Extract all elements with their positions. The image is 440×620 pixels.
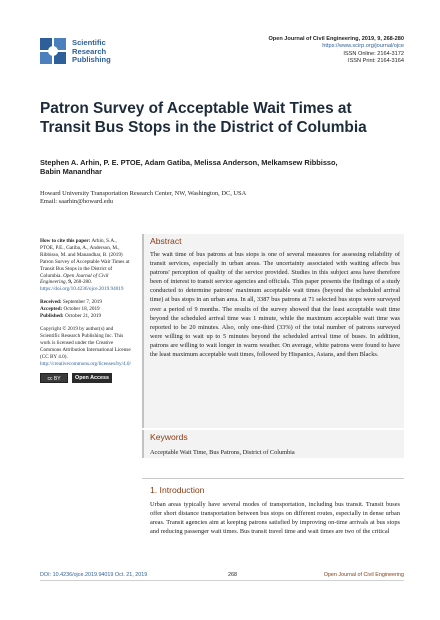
license-link[interactable]: http://creativecommons.org/licenses/by/4.0/ — [40, 360, 131, 367]
journal-url-link[interactable]: https://www.scirp.org/journal/ojce — [322, 43, 404, 50]
introduction-heading: 1. Introduction — [150, 485, 205, 495]
email-link[interactable]: Email: saarhin@howard.edu — [40, 198, 113, 206]
open-access-badge[interactable]: Open Access — [72, 373, 112, 383]
keywords-text: Acceptable Wait Time, Bus Patrons, District of Columbia — [150, 449, 295, 456]
footer-doi-link[interactable]: DOI: 10.4236/ojce.2019.94019 Oct. 21, 2019 — [40, 572, 148, 578]
doi-link[interactable]: https://doi.org/10.4236/ojce.2019.94019 — [40, 286, 124, 293]
section-divider — [142, 478, 404, 479]
abstract-heading: Abstract — [150, 236, 182, 246]
scirp-logo-icon — [40, 38, 66, 64]
copyright-block: Copyright © 2019 by author(s) and Scientific Research Publishing Inc. This work is licensed under the Creative Commons Attribution International License (CC BY 4.0). http://creativecommons.org/licenses/by/4.0/ — [40, 325, 131, 367]
article-info-sidebar — [40, 238, 132, 383]
affiliation: Howard University Transportation Research Center, NW, Washington, DC, USA — [40, 190, 247, 197]
cc-by-badge[interactable]: cc BY — [40, 373, 68, 383]
page-header — [0, 0, 440, 84]
footer-journal-name: Open Journal of Civil Engineering — [323, 572, 404, 578]
footer-divider — [40, 580, 404, 581]
dates-block: Received: September 7, 2019 Accepted: October 18, 2019 Published: October 21, 2019 — [40, 299, 102, 320]
publisher-logo[interactable] — [40, 38, 180, 64]
journal-citation: Open Journal of Civil Engineering, 2019, 9, 268-280 — [268, 36, 404, 42]
citation-block: How to cite this paper: Arhin, S.A., PTOE, P.E., Gatiba, A., Anderson, M., Ribbisso, M. and Manandhar, B. (2019) Patron Survey of Acceptable Wait Times at Transit Bus Stops in the District of Columbia. Open Journal of Civil Engineering, 9, 268-280. https://doi.org/10.4236/ojce.2019.94019 — [40, 238, 130, 293]
issn-online: ISSN Online: 2164-3172 — [343, 50, 404, 57]
author-list: Stephen A. Arhin, P. E. PTOE, Adam Gatiba, Melissa Anderson, Melkamsew Ribbisso, Babin Manandhar — [40, 158, 338, 177]
issn-print: ISSN Print: 2164-3164 — [348, 58, 404, 65]
paper-title: Patron Survey of Acceptable Wait Times at Transit Bus Stops in the District of Columbia — [40, 100, 367, 136]
abstract-text: The wait time of bus patrons at bus stops is one of several measures for assessing reliability of transit services, especially in urban areas. The uncertainty associated with waiting affects bus patrons' perception of quality of the service provided. Studies in this subject area have therefore been of interest to transit service agencies and officials. This paper presents the findings of a study conducted to determine patrons' maximum acceptable wait times (beyond the scheduled arrival time) at bus stops in an urban area. In all, 3387 bus patrons at 71 selected bus stops were surveyed over a period of 9 months. The results of the survey showed that the least acceptable wait time beyond the scheduled arrival time was 1 minute, while the maximum acceptable wait time was reported to be 20 minutes. Also, only one-third (33%) of the total number of patrons surveyed were willing to wait up to 5 minutes beyond the scheduled arrival time of buses. In addition, patrons are willing to wait longer in warm weather. On average, white patrons were found to have the least maximum acceptable wait times, followed by Hispanics, Asians, and then Blacks. — [150, 251, 400, 359]
publisher-name: Scientific Research Publishing — [72, 38, 111, 65]
affiliation-block — [40, 190, 400, 207]
keywords-heading: Keywords — [150, 432, 188, 442]
introduction-text: Urban areas typically have several modes of transportation, including bus transit. Transit buses offer short distance transportation between bus stops on different routes, especially in dense urban areas. Transit agencies aim at keeping patrons satisfied by improving on-time arrivals at bus stops and reducing passenger wait times. Bus transit travel time and wait times are two of the critical — [150, 501, 400, 536]
license-badges — [40, 373, 132, 383]
page-footer — [40, 570, 404, 580]
page-number: 268 — [228, 572, 237, 578]
journal-info — [268, 36, 404, 66]
